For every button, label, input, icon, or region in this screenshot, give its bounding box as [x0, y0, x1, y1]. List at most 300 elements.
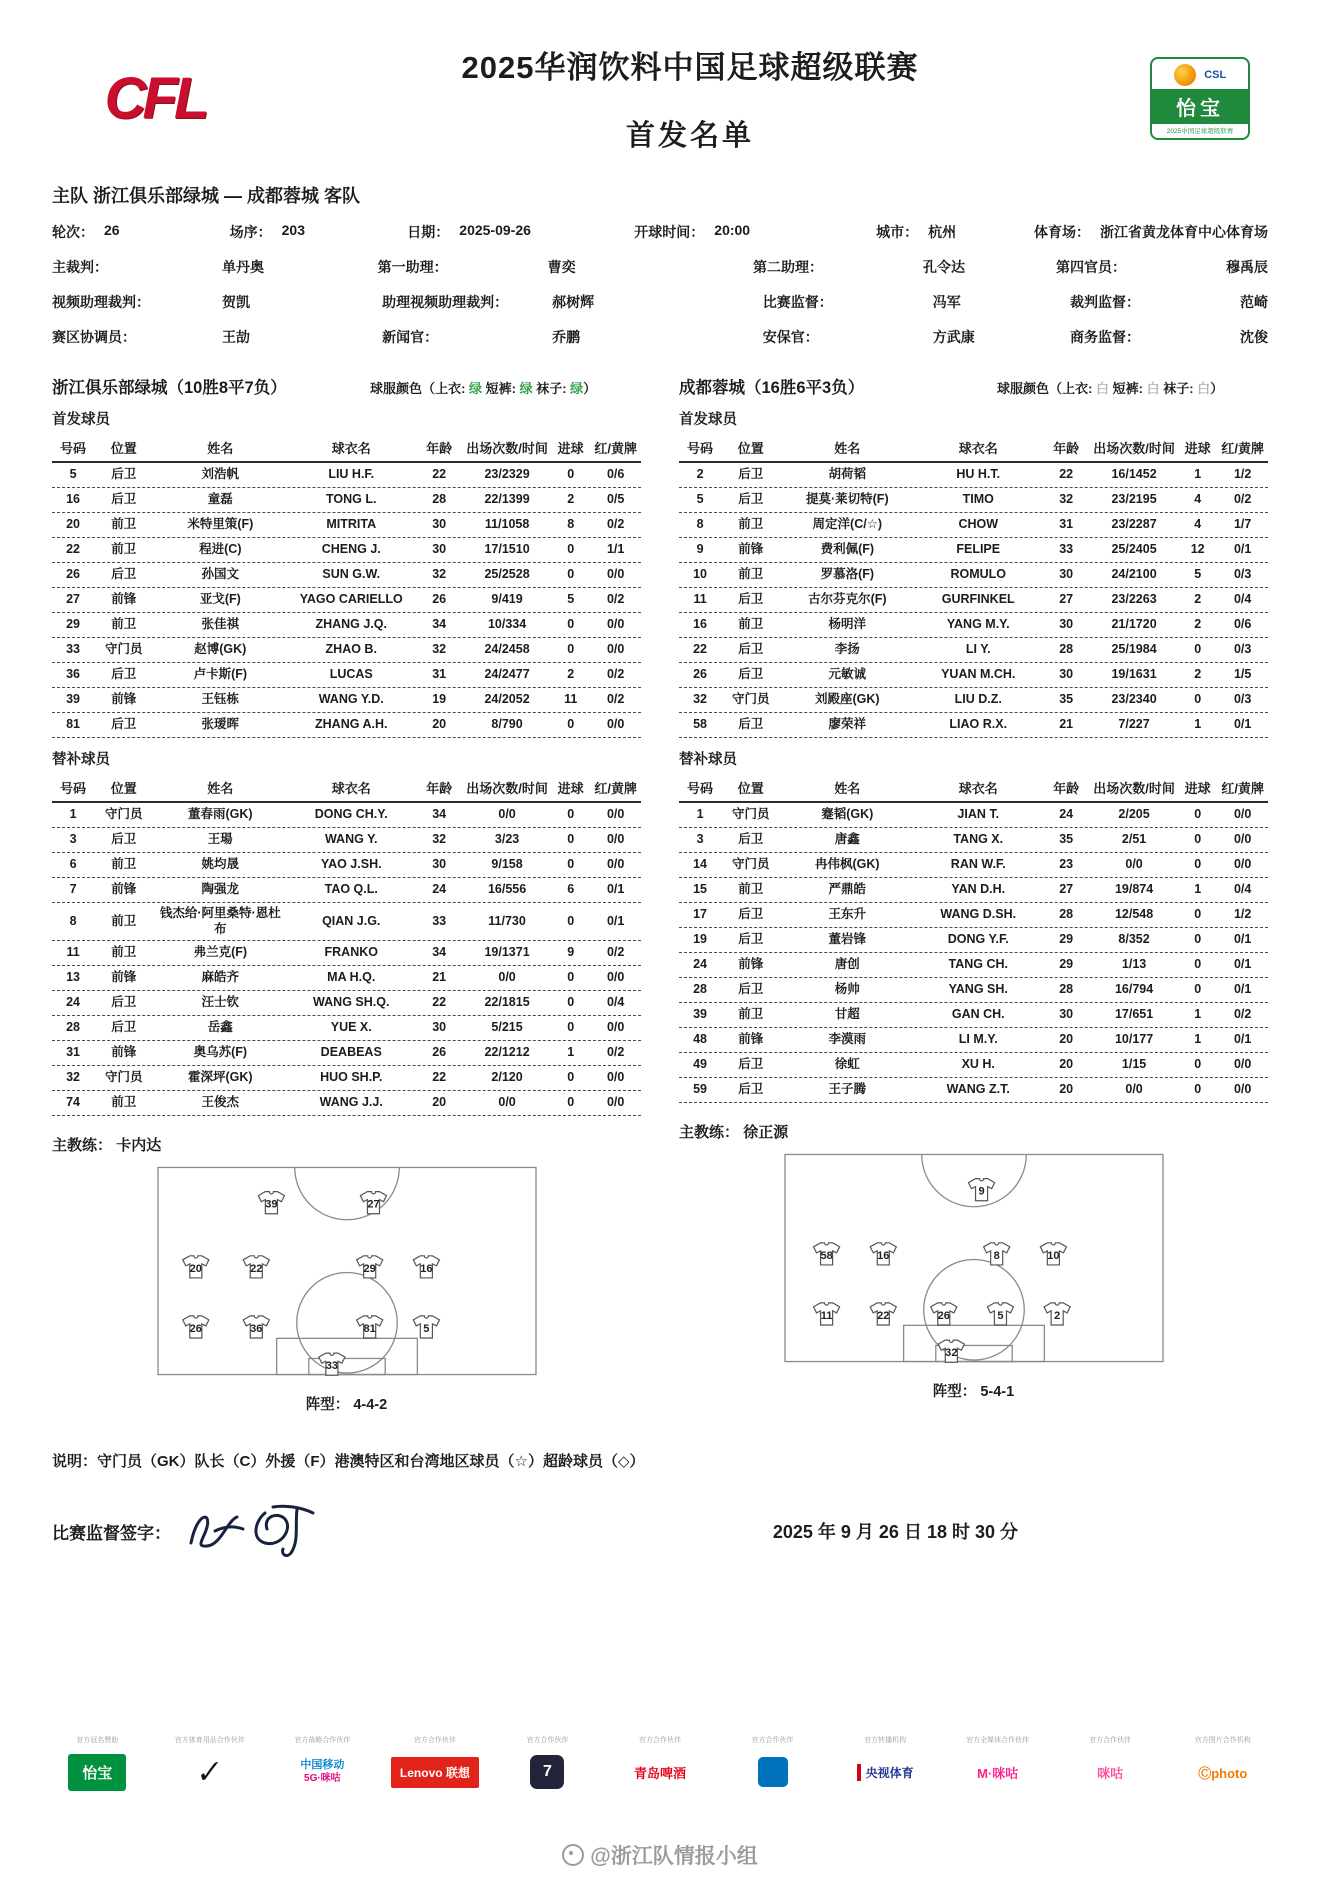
- player-shirt: [1040, 1243, 1066, 1265]
- cell: LIU D.Z.: [954, 692, 1002, 707]
- player-shirt: [938, 1340, 964, 1362]
- cell: 30: [1059, 617, 1074, 632]
- cell: 赵博(GK): [194, 642, 247, 657]
- sponsor-logo-icon: 央视体育: [857, 1764, 914, 1781]
- info-label: 安保官：: [762, 329, 819, 345]
- cell: JIAN T.: [957, 807, 1000, 822]
- cell: 甘超: [834, 1007, 860, 1022]
- camera-icon: [562, 1844, 584, 1866]
- cell: 后卫: [738, 832, 764, 847]
- penalty-box: [276, 1339, 417, 1375]
- cell: 后卫: [738, 907, 764, 922]
- away-team-name: 成都蓉城（16胜6平3负）: [679, 379, 865, 397]
- column-header: 红/黄牌: [594, 780, 637, 796]
- cell: 10/334: [487, 617, 527, 632]
- cell: 21/1720: [1111, 617, 1157, 632]
- away-formation-label: 阵型： 5-4-1: [932, 1384, 1015, 1400]
- cell: 张瑷晖: [201, 717, 240, 732]
- cell: 0/0: [606, 1020, 625, 1035]
- cell: 0/2: [606, 692, 625, 707]
- cell: 22/1212: [484, 1045, 530, 1060]
- sponsor-tile: [383, 1735, 488, 1794]
- csl-crest: [1152, 59, 1248, 89]
- cell: 23: [1059, 857, 1074, 872]
- cell: 2/205: [1118, 807, 1150, 822]
- cell: 岳鑫: [207, 1020, 233, 1035]
- cell: 守门员: [732, 807, 770, 822]
- cell: 0: [567, 467, 575, 482]
- cell: 34: [432, 617, 447, 632]
- cell: 程进(C): [199, 542, 242, 557]
- cell: 27: [66, 592, 80, 607]
- player-row: [679, 488, 1268, 513]
- player-row: [679, 663, 1268, 688]
- cell: 6: [567, 882, 575, 897]
- cell: 1/5: [1233, 667, 1252, 682]
- info-pair: [1034, 222, 1268, 242]
- player-shirt: [243, 1256, 269, 1278]
- info-value: 孔令达: [923, 259, 965, 275]
- sponsor-tile: [833, 1735, 938, 1794]
- cell: 0: [1194, 1057, 1202, 1072]
- cell: 李扬: [834, 642, 860, 657]
- column-header: 位置: [737, 780, 764, 796]
- cell: 19: [693, 932, 707, 947]
- player-row: [679, 563, 1268, 588]
- column-header: 位置: [737, 440, 764, 456]
- info-value: 王劼: [222, 329, 250, 345]
- cell: 0/0: [498, 1095, 516, 1110]
- cell: 39: [693, 1007, 707, 1022]
- player-row: [52, 1016, 641, 1041]
- cell: 0: [1194, 1082, 1202, 1097]
- player-row: [52, 828, 641, 853]
- cell: 32: [693, 692, 707, 707]
- cell: 童磊: [207, 492, 233, 507]
- column-header: 姓名: [834, 780, 861, 796]
- cell: 0: [1194, 692, 1202, 707]
- cell: 74: [66, 1095, 80, 1110]
- cell: 22: [432, 1070, 447, 1085]
- cell: 0/0: [606, 857, 625, 872]
- shirt-number: 39: [264, 1198, 278, 1211]
- cell: 28: [432, 492, 447, 507]
- cell: FRANKO: [324, 945, 378, 960]
- cell: YAO J.SH.: [320, 857, 382, 872]
- cell: 前卫: [111, 542, 137, 557]
- cell: 27: [1059, 592, 1074, 607]
- cell: 0/0: [498, 807, 516, 822]
- cell: 前锋: [738, 957, 764, 972]
- player-row: [679, 928, 1268, 953]
- cell: 24/2458: [484, 642, 530, 657]
- cell: 0/0: [1125, 1082, 1143, 1097]
- cell: 20: [1059, 1082, 1074, 1097]
- cell: 1/1: [606, 542, 625, 557]
- cell: 25/1984: [1111, 642, 1157, 657]
- away-team-section: [679, 362, 1268, 1414]
- player-row: [679, 638, 1268, 663]
- sponsor-caption: 官方冠名赞助: [76, 1737, 119, 1744]
- cell: 0: [1194, 807, 1202, 822]
- player-row: [679, 1053, 1268, 1078]
- column-header: 红/黄牌: [1221, 780, 1264, 796]
- supervisor-signature: [177, 1499, 337, 1563]
- away-pitch-wrap: [679, 1152, 1268, 1364]
- info-label: 第二助理：: [753, 259, 823, 275]
- cell: 守门员: [732, 692, 770, 707]
- player-row: [679, 953, 1268, 978]
- sponsor-tile: [1058, 1735, 1163, 1794]
- sponsor-caption: 官方全媒体合作伙伴: [966, 1737, 1030, 1744]
- cell: 1: [567, 1045, 575, 1060]
- cell: 0/0: [498, 970, 516, 985]
- cell: 后卫: [111, 467, 137, 482]
- cell: 1: [69, 807, 77, 822]
- cell: 前卫: [111, 913, 137, 928]
- cell: 0: [567, 857, 575, 872]
- cell: 严鼎皓: [828, 882, 867, 897]
- cell: 前卫: [738, 882, 764, 897]
- cell: 0/0: [1233, 1082, 1252, 1097]
- cell: 4: [1194, 492, 1202, 507]
- cell: 30: [1059, 567, 1074, 582]
- player-row: [52, 538, 641, 563]
- cell: 唐创: [834, 957, 860, 972]
- player-row: [679, 538, 1268, 563]
- sponsor-logo: [1170, 1750, 1275, 1794]
- column-header: 球衣名: [958, 440, 998, 456]
- shirt-number: 32: [944, 1347, 957, 1360]
- player-shirt: [182, 1316, 208, 1338]
- sponsor-logo-icon: Lenovo 联想: [391, 1757, 479, 1788]
- cell: GAN CH.: [951, 1007, 1005, 1022]
- cell: WANG Y.D.: [318, 692, 384, 707]
- column-header: 出场次数/时间: [1093, 440, 1175, 456]
- info-row: [52, 292, 1268, 312]
- home-starters-label: 首发球员: [52, 412, 110, 428]
- home-formation-label: 阵型： 4-4-2: [305, 1397, 388, 1414]
- sponsor-logo-text: 中国移动: [300, 1759, 345, 1772]
- sponsor-tile: [720, 1735, 825, 1794]
- cell: 0/0: [606, 970, 625, 985]
- cell: 28: [1059, 642, 1074, 657]
- cell: 35: [1059, 832, 1074, 847]
- cell: 24: [693, 957, 707, 972]
- player-row: [52, 853, 641, 878]
- cell: 0: [567, 807, 575, 822]
- cell: 刘浩帆: [201, 467, 240, 482]
- info-value: 贺凯: [222, 294, 250, 310]
- cell: 亚戈(F): [199, 592, 241, 607]
- cell: 0/2: [606, 592, 625, 607]
- cell: 22: [66, 542, 80, 557]
- cell: 23/2263: [1111, 592, 1157, 607]
- cell: 26: [432, 592, 447, 607]
- cell: 前锋: [111, 882, 137, 897]
- cell: 后卫: [111, 717, 137, 732]
- cell: 前卫: [111, 857, 137, 872]
- cell: LI Y.: [965, 642, 991, 657]
- player-shirt: [1044, 1303, 1070, 1325]
- cell: 前卫: [738, 617, 764, 632]
- cell: 11/1058: [484, 517, 530, 532]
- cell: 0: [567, 1095, 575, 1110]
- player-row: [52, 663, 641, 688]
- cell: 王东升: [828, 907, 867, 922]
- info-pair: [382, 327, 763, 347]
- cell: 提莫·莱切特(F): [805, 492, 889, 507]
- player-row: [679, 903, 1268, 928]
- cell: 16: [66, 492, 80, 507]
- sponsor-caption: 官方体育用品合作伙伴: [174, 1737, 245, 1744]
- match-info: [0, 222, 1320, 347]
- shirt-number: 36: [249, 1323, 262, 1336]
- cell: 26: [432, 1045, 447, 1060]
- info-label: 商务监督：: [1070, 329, 1140, 345]
- column-header: 进球: [557, 780, 584, 796]
- player-row: [52, 463, 641, 488]
- sponsor-caption: 官方合作伙伴: [639, 1737, 681, 1744]
- column-header: 号码: [60, 440, 87, 456]
- column-header: 红/黄牌: [594, 440, 637, 456]
- cell: 2: [1194, 617, 1202, 632]
- player-row: [679, 513, 1268, 538]
- cell: 10: [693, 567, 707, 582]
- cell: 0: [1194, 907, 1202, 922]
- info-pair: [407, 222, 634, 242]
- cell: WANG Z.T.: [946, 1082, 1010, 1097]
- info-label: 主裁判：: [52, 259, 108, 275]
- info-label: 助理视频助理裁判：: [382, 294, 509, 310]
- cell: 8: [69, 913, 77, 928]
- shirt-number: 29: [363, 1263, 376, 1276]
- cell: 1: [1194, 882, 1202, 897]
- cell: MITRITA: [326, 517, 377, 532]
- info-label: 赛区协调员：: [52, 329, 136, 345]
- column-header: 出场次数/时间: [466, 440, 548, 456]
- sponsor-caption: 官方战略合作伙伴: [294, 1737, 351, 1744]
- player-row: [679, 713, 1268, 738]
- cell: 后卫: [738, 642, 764, 657]
- cell: FELIPE: [956, 542, 1001, 557]
- cell: YAN D.H.: [951, 882, 1006, 897]
- signature-label: 比赛监督签字：: [52, 1523, 171, 1543]
- player-row: [679, 853, 1268, 878]
- yibao-wordmark: 怡宝: [1152, 89, 1248, 124]
- player-row: [52, 1041, 641, 1066]
- player-shirt: [356, 1316, 382, 1338]
- info-value: 范崎: [1240, 294, 1268, 310]
- player-row: [52, 903, 641, 941]
- shirt-number: 10: [1046, 1249, 1060, 1262]
- cell: 麻皓齐: [201, 970, 240, 985]
- info-row: [52, 222, 1268, 242]
- cell: 58: [693, 717, 707, 732]
- cell: 0/2: [1233, 1007, 1252, 1022]
- cell: 0/4: [1233, 592, 1252, 607]
- cell: 0/0: [606, 717, 625, 732]
- player-shirt: [182, 1256, 208, 1278]
- cell: 孙国文: [201, 567, 240, 582]
- kit-color-value: 绿: [519, 381, 533, 396]
- cell: 0: [1194, 832, 1202, 847]
- home-coach-line: [52, 1134, 641, 1155]
- cell: 0: [567, 567, 575, 582]
- cell: YANG M.Y.: [946, 617, 1010, 632]
- sponsor-logo: [45, 1750, 150, 1794]
- cfl-logo-text: CFL: [104, 65, 206, 131]
- cell: 后卫: [738, 467, 764, 482]
- signature-row: [0, 1499, 1320, 1563]
- player-shirt: [813, 1303, 839, 1325]
- away-kit-colors: 球服颜色（上衣: 白 短裤: 白 袜子: 白）: [997, 381, 1224, 396]
- cell: 钱杰给·阿里桑特·恩杜布: [159, 906, 281, 936]
- csl-logo-note: 2025中国足球超级联赛: [1166, 127, 1234, 135]
- penalty-box: [903, 1325, 1044, 1361]
- cell: 30: [432, 517, 447, 532]
- cell: 12/548: [1114, 907, 1154, 922]
- cell: 9: [696, 542, 704, 557]
- cell: 0: [1194, 982, 1202, 997]
- shirt-number: 9: [977, 1185, 985, 1198]
- player-row: [679, 878, 1268, 903]
- cell: LIU H.F.: [328, 467, 375, 482]
- cell: 1/2: [1233, 467, 1252, 482]
- home-subs-label: 替补球员: [52, 752, 110, 768]
- cell: 冉伟枫(GK): [815, 857, 880, 872]
- player-row: [679, 463, 1268, 488]
- sponsor-caption: 官方合作伙伴: [526, 1737, 569, 1744]
- sponsor-logo-icon: ✓: [195, 1753, 224, 1791]
- cell: 后卫: [111, 567, 137, 582]
- cell: 23/2287: [1111, 517, 1157, 532]
- info-pair: [1070, 292, 1268, 312]
- cell: 29: [1059, 957, 1074, 972]
- player-shirt: [413, 1316, 439, 1338]
- info-pair: [52, 327, 382, 347]
- cell: WANG J.J.: [319, 1095, 383, 1110]
- cell: 0/1: [606, 913, 625, 928]
- cell: XU H.: [961, 1057, 995, 1072]
- cell: 1: [1194, 1032, 1202, 1047]
- column-header: 年龄: [1053, 780, 1080, 796]
- shirt-number: 16: [419, 1263, 433, 1276]
- cell: 31: [1059, 517, 1074, 532]
- cell: 后卫: [738, 932, 764, 947]
- cell: 7: [69, 882, 77, 897]
- cell: 5: [567, 592, 575, 607]
- cell: 前卫: [111, 945, 137, 960]
- cell: 杨帅: [834, 982, 860, 997]
- cell: CHOW: [958, 517, 999, 532]
- cell: 28: [66, 1020, 80, 1035]
- column-header: 出场次数/时间: [1093, 780, 1175, 796]
- cell: RAN W.F.: [950, 857, 1006, 872]
- cell: LI M.Y.: [958, 1032, 998, 1047]
- cell: 39: [66, 692, 80, 707]
- info-label: 体育场：: [1033, 224, 1090, 240]
- column-header: 位置: [110, 440, 137, 456]
- cell: 0: [567, 1020, 575, 1035]
- cell: 29: [1059, 932, 1074, 947]
- cell: 16/794: [1114, 982, 1154, 997]
- info-pair: [1056, 257, 1268, 277]
- legend-note: 说明：守门员（GK）队长（C）外援（F）港澳特区和台湾地区球员（☆）超龄球员（◇）: [52, 1453, 645, 1471]
- shirt-number: 22: [876, 1309, 889, 1322]
- cell: 17/651: [1114, 1007, 1154, 1022]
- player-shirt: [987, 1303, 1013, 1325]
- cell: 0/0: [606, 807, 625, 822]
- cell: 8/352: [1118, 932, 1150, 947]
- away-coach-line: [679, 1121, 1268, 1142]
- shirt-number: 26: [937, 1309, 950, 1322]
- info-label: 第四官员：: [1056, 259, 1127, 275]
- cell: 后卫: [111, 832, 137, 847]
- cell: 21: [1059, 717, 1074, 732]
- sponsor-bar: [45, 1735, 1275, 1794]
- cell: 0: [567, 617, 575, 632]
- cell: 14: [693, 857, 707, 872]
- sponsor-logo-subtext: 5G·咪咕: [304, 1772, 341, 1784]
- info-value: 郝树辉: [552, 294, 595, 310]
- cell: 16: [693, 617, 707, 632]
- column-header: 号码: [687, 440, 714, 456]
- cell: 前锋: [111, 970, 137, 985]
- cell: 5: [1194, 567, 1202, 582]
- cell: 22/1399: [484, 492, 530, 507]
- cell: 32: [432, 642, 447, 657]
- cell: 23/2340: [1111, 692, 1157, 707]
- home-subs-table: [52, 777, 641, 1116]
- cell: ZHAO B.: [325, 642, 377, 657]
- info-label: 新闻官：: [382, 329, 439, 345]
- kit-color-value: 绿: [570, 381, 584, 396]
- sponsor-logo-icon: 咪咕: [1097, 1765, 1124, 1781]
- csl-yibao-logo: [1150, 57, 1250, 140]
- away-coach-label: 主教练：: [679, 1124, 740, 1141]
- info-label: 裁判监督：: [1070, 294, 1140, 310]
- header-row: [679, 777, 1268, 803]
- cell: 守门员: [105, 642, 143, 657]
- cell: 24: [1059, 807, 1074, 822]
- player-shirt: [968, 1179, 994, 1201]
- shirt-number: 8: [993, 1249, 1000, 1262]
- column-header: 球衣名: [331, 440, 371, 456]
- column-header: 号码: [60, 780, 87, 796]
- cell: 0/3: [1233, 642, 1252, 657]
- cell: 前锋: [111, 1045, 137, 1060]
- cell: 0/0: [606, 1070, 625, 1085]
- cell: 28: [693, 982, 707, 997]
- cell: 前卫: [738, 1007, 764, 1022]
- cell: 后卫: [738, 492, 764, 507]
- column-header: 进球: [557, 440, 584, 456]
- cell: 古尔芬克尔(F): [808, 592, 887, 607]
- page-title: 2025华润饮料中国足球超级联赛: [461, 50, 919, 85]
- cell: 0/0: [1125, 857, 1143, 872]
- cell: 33: [1059, 542, 1074, 557]
- shirt-number: 26: [189, 1323, 202, 1336]
- cell: 34: [432, 807, 447, 822]
- cell: ZHANG J.Q.: [315, 617, 387, 632]
- cell: 36: [66, 667, 80, 682]
- player-row: [679, 1028, 1268, 1053]
- column-header: 号码: [687, 780, 714, 796]
- cell: 1: [696, 807, 704, 822]
- sponsor-tile: [158, 1735, 263, 1794]
- player-shirt: [243, 1316, 269, 1338]
